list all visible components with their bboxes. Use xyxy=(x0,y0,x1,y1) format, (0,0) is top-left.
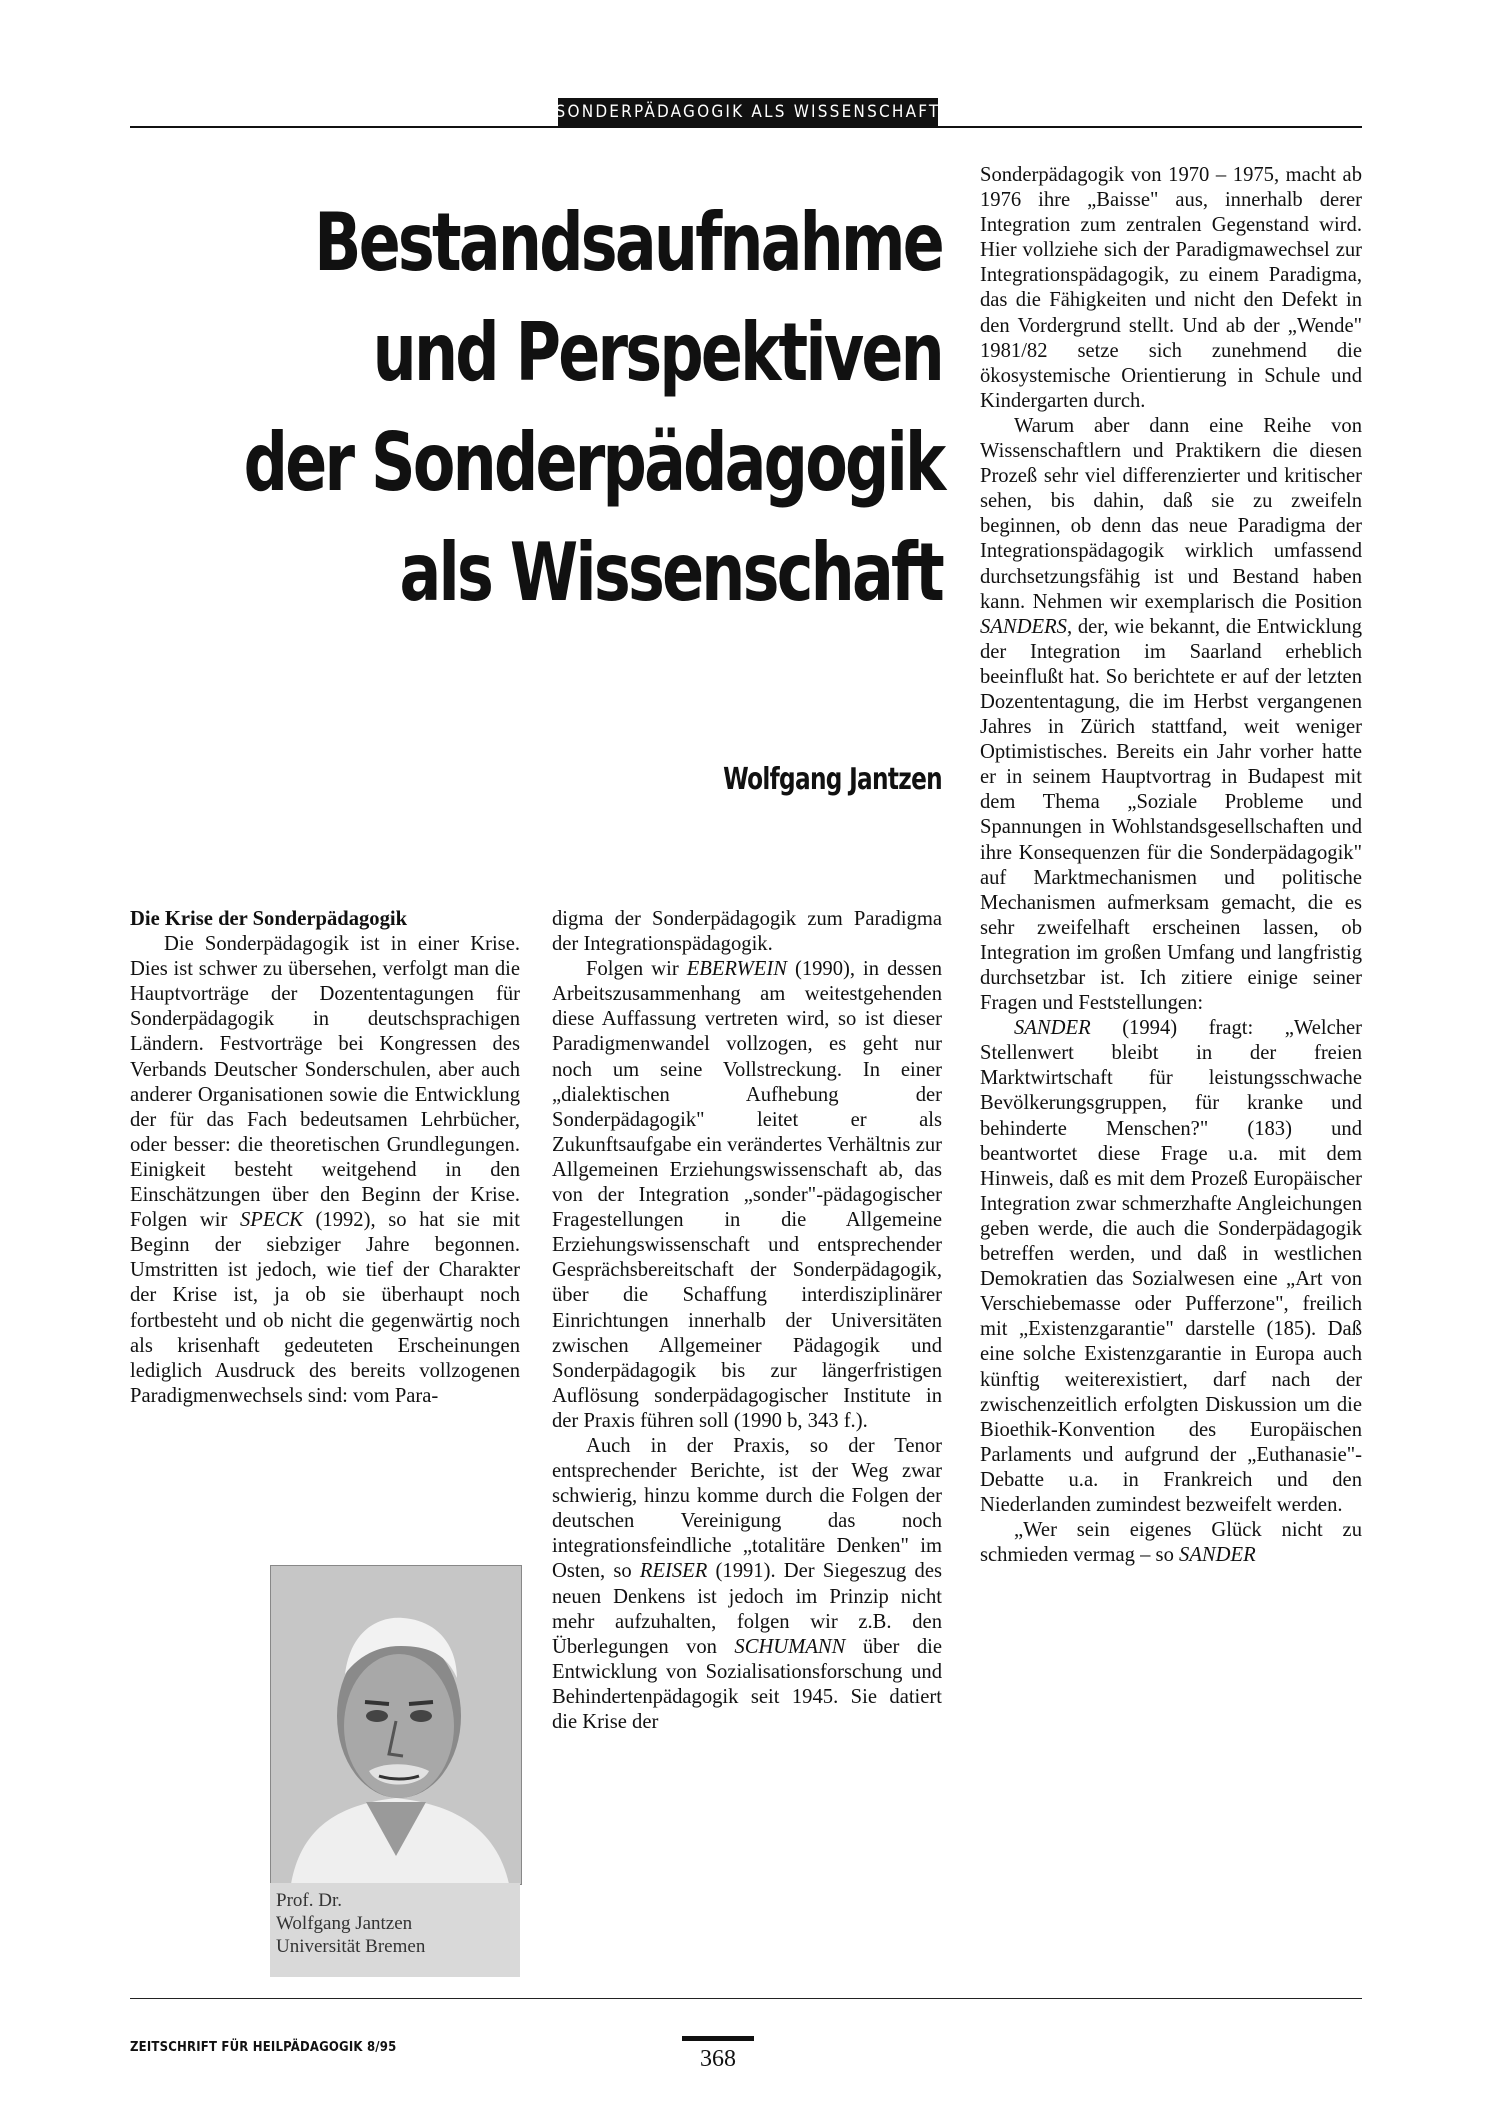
article-title xyxy=(244,188,942,628)
text-column-2 xyxy=(552,907,942,1735)
author-reference: SPECK xyxy=(239,1209,303,1232)
caption-line: Prof. Dr. xyxy=(276,1890,342,1911)
author-reference: SANDER xyxy=(1014,1017,1091,1040)
header-rule xyxy=(130,126,1362,128)
caption-line: Universität Bremen xyxy=(276,1936,426,1957)
paragraph: digma der Sonderpädagogik zum Paradigma der Integrationspädagogik. xyxy=(552,908,942,956)
caption-line: Wolfgang Jantzen xyxy=(276,1913,413,1934)
title-line: Bestandsaufnahme xyxy=(314,196,942,289)
paragraph: Warum aber dann eine Reihe von Wissenschaftlern und Praktikern die diesen Prozeß sehr viel differenzierter und kritischer sehen, bis dahin, daß sie zu zweifeln beginnen, ob denn das neue Paradigma der Integrationspädagogik wirklich umfassend durchsetzungsfähig ist und Bestand haben kann. Nehmen wir exemplarisch die Position SANDERS, der, wie bekannt, die Entwicklung der Integration im Saarland erheblich beeinflußt hat. So berichtete er auf der letzten Dozententagung, die im Herbst vergangenen Jahres in Zürich stattfand, weit weniger Optimistisches. Bereits ein Jahr vorher hatte er in seinem Hauptvortrag in Budapest mit dem Thema „Soziale Probleme und Spannungen in Wohlstandsgesellschaften und ihre Konsequenzen für die Sonderpädagogik" auf Marktmechanismen und politische Mechanismen aufmerksam gemacht, die es sehr zweifelhaft erscheinen lassen, ob Integration im großen Umfang und langfristig durchsetzbar ist. Ich zitiere einige seiner Fragen und Feststellungen: xyxy=(980,414,1362,1015)
title-line: als Wissenschaft xyxy=(399,526,942,619)
journal-footer: ZEITSCHRIFT FÜR HEILPÄDAGOGIK 8/95 xyxy=(130,2040,397,2055)
author-reference: SCHUMANN xyxy=(734,1635,846,1658)
paragraph: Auch in der Praxis, so der Tenor entsprechender Berichte, ist der Weg zwar schwierig, hinzu komme durch die Folgen der deutschen Vereinigung das noch integrationsfeindliche „totalitäre Denken" im Osten, so REISER (1991). Der Siegeszug des neuen Denkens ist jedoch im Prinzip nicht mehr aufzuhalten, folgen wir z.B. den Überlegungen von SCHUMANN über die Entwicklung von Sozialisationsforschung und Behindertenpädagogik seit 1945. Sie datiert die Krise der xyxy=(552,1434,942,1733)
paragraph: „Wer sein eigenes Glück nicht zu schmieden vermag – so SANDER xyxy=(980,1519,1362,1567)
title-line: der Sonderpädagogik xyxy=(243,416,944,509)
author-reference: SANDERS xyxy=(980,615,1067,638)
paragraph: Die Sonderpädagogik ist in einer Krise. Dies ist schwer zu übersehen, verfolgt man die Hauptvorträge der Dozententagungen für Sonderpädagogik in deutschsprachigen Ländern. Festvorträge bei Kongressen des Verbands Deutscher Sonderschulen, aber auch anderer Organisationen sowie die Entwicklung der für das Fach bedeutsamen Lehrbücher, oder besser: die theoretischen Grundlegungen. Einigkeit besteht weitgehend in den Einschätzungen über den Beginn der Krise. Folgen wir SPECK (1992), so hat sie mit Beginn der siebziger Jahre begonnen. Umstritten ist jedoch, wie tief der Charakter der Krise ist, ja ob sie überhaupt noch fortbesteht und ob nicht die gegenwärtig noch als krisenhaft gedeuteten Erscheinungen lediglich Ausdruck des bereits vollzogenen Paradigmenwechsels sind: vom Para- xyxy=(130,933,520,1407)
title-line: und Perspektiven xyxy=(372,306,943,399)
paragraph: SANDER (1994) fragt: „Welcher Stellenwert bleibt in der freien Marktwirtschaft für leistungsschwache Bevölkerungsgruppen, für kranke und behinderte Menschen?" (183) und beantwortet diese Frage u.a. mit dem Hinweis, daß es mit dem Prozeß Europäischer Integration zwar schmerzhafte Angleichungen geben werde, die auch die Sonderpädagogik betreffen werden, und daß in westlichen Demokratien das Sozialwesen eine „Art von Verschiebemasse oder Pufferzone", freilich mit „Existenzgarantie" darstelle (185). Daß eine solche Existenzgarantie in Europa auch künftig weiterexistiert, darf nach der zwischenzeitlich erfolgten Diskussion um die Bioethik-Konvention des Europäischen Parlaments und aufgrund der „Euthanasie"-Debatte u.a. in Frankreich und den Niederlanden zumindest bezweifelt werden. xyxy=(980,1017,1362,1516)
section-header: SONDERPÄDAGOGIK ALS WISSENSCHAFT xyxy=(558,98,938,126)
paragraph: Sonderpädagogik von 1970 – 1975, macht ab 1976 ihre „Baisse" aus, innerhalb derer Integration zum zentralen Gegenstand wird. Hier vollziehe sich der Paradigmawechsel zur Integrationspädagogik, zu einem Paradigma, das die Fähigkeiten und nicht den Defekt in den Vordergrund stellt. Und ab der „Wende" 1981/82 setze sich zunehmend die ökosystemische Orientierung in Schule und Kindergarten durch. xyxy=(980,164,1362,412)
page-number-bar xyxy=(682,2036,754,2041)
text-column-3 xyxy=(980,163,1362,1568)
page-number: 368 xyxy=(700,2046,736,2072)
author-reference: SANDER xyxy=(1179,1544,1256,1567)
article-author: Wolfgang Jantzen xyxy=(723,762,942,797)
author-reference: EBERWEIN xyxy=(686,958,787,981)
author-reference: REISER xyxy=(639,1560,708,1583)
photo-caption xyxy=(270,1883,520,1977)
author-photo xyxy=(270,1565,522,1885)
section-heading: Die Krise der Sonderpädagogik xyxy=(130,908,408,930)
bottom-rule xyxy=(130,1998,1362,1999)
paragraph: Folgen wir EBERWEIN (1990), in dessen Arbeitszusammenhang am weitestgehenden diese Auffassung vertreten wird, so ist dieser Paradigmenwandel vollzogen, es geht nur noch um seine Vollstreckung. In einer „dialektischen Aufhebung der Sonderpädagogik" leitet er als Zukunftsaufgabe ein verändertes Verhältnis zur Allgemeinen Erziehungswissenschaft ab, das von der Integration „sonder"-pädagogischer Fragestellungen in die Allgemeine Erziehungswissenschaft und entsprechender Gesprächsbereitschaft der Sonderpädagogik, über die Schaffung interdisziplinärer Einrichtungen innerhalb der Universitäten zwischen Allgemeiner Pädagogik und Sonderpädagogik bis zur längerfristigen Auflösung sonderpädagogischer Institute in der Praxis führen soll (1990 b, 343 f.). xyxy=(552,958,942,1432)
text-column-1 xyxy=(130,907,520,1409)
